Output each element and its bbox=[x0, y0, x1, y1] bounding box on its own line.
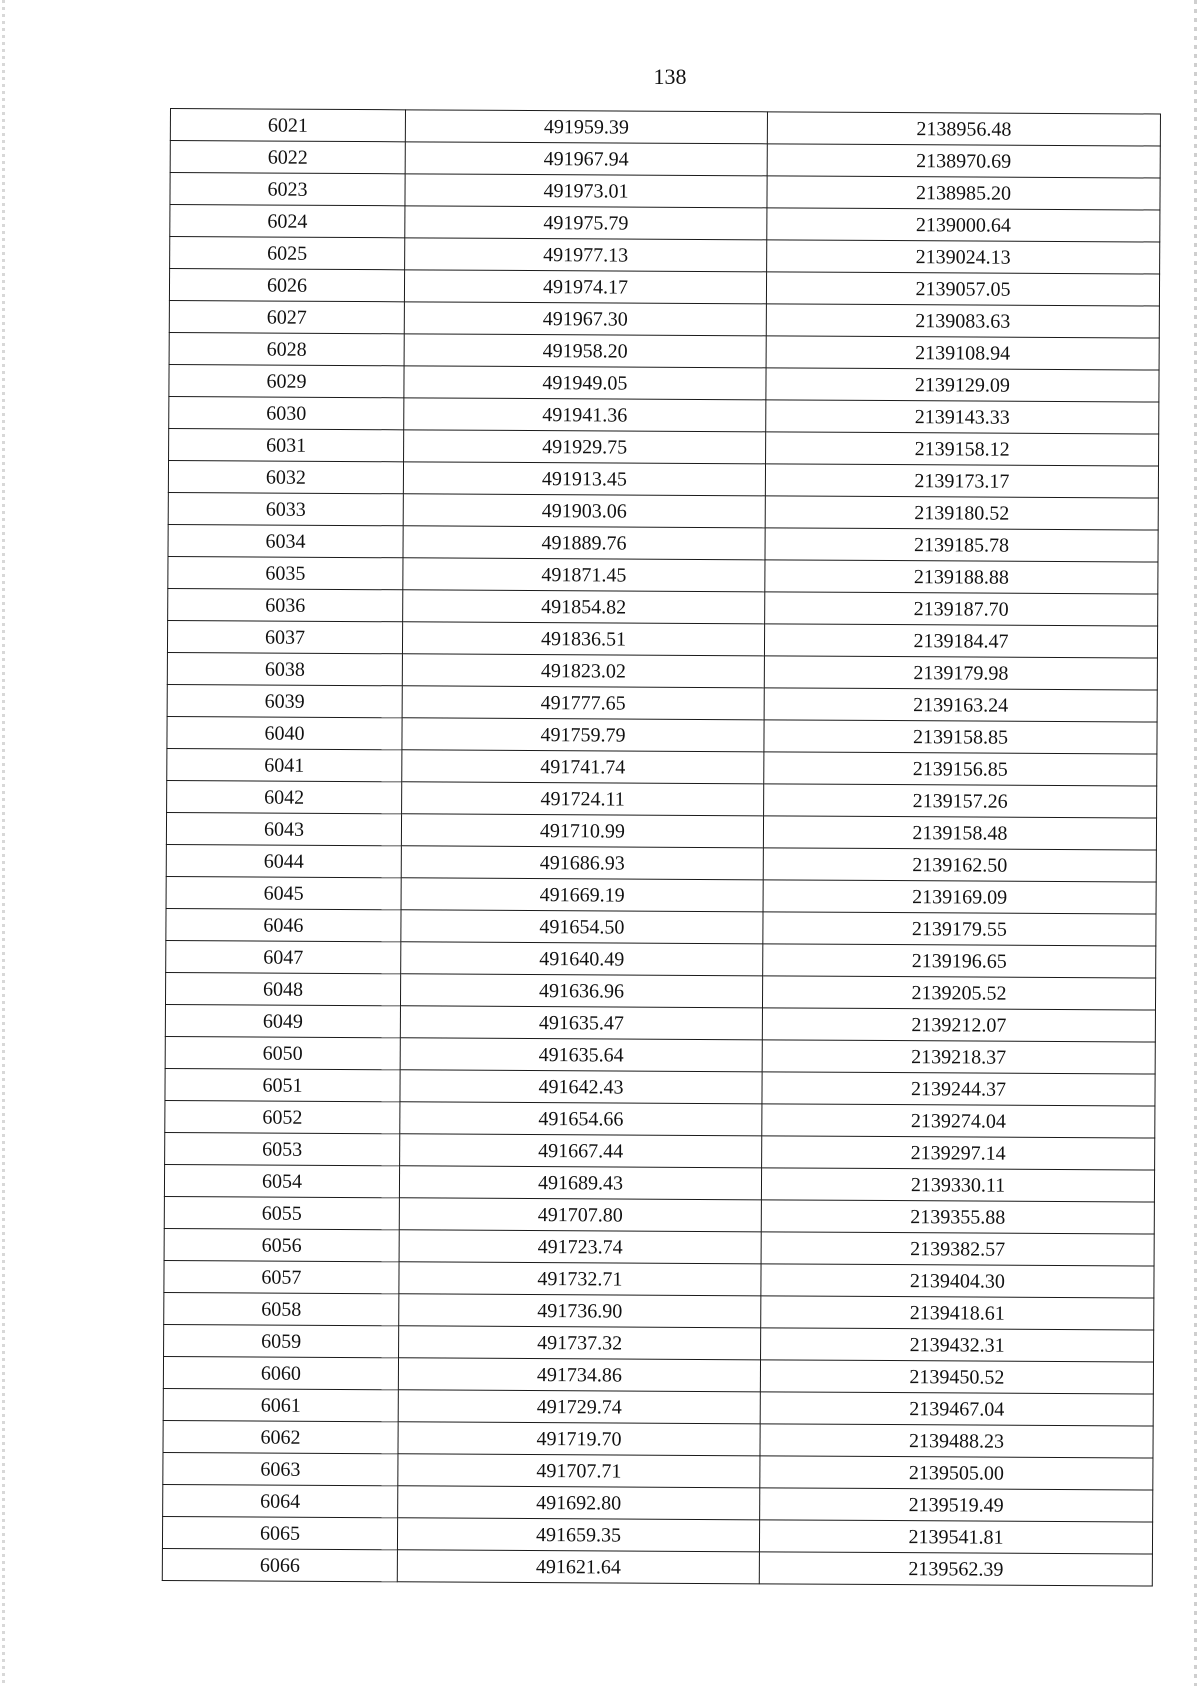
point-id-cell: 6046 bbox=[166, 908, 401, 941]
x-coordinate-cell: 491871.45 bbox=[403, 558, 765, 592]
y-coordinate-cell: 2139158.12 bbox=[766, 432, 1159, 466]
y-coordinate-cell: 2139157.26 bbox=[764, 784, 1157, 818]
x-coordinate-cell: 491741.74 bbox=[402, 750, 764, 784]
x-coordinate-cell: 491635.47 bbox=[400, 1006, 762, 1040]
x-coordinate-cell: 491975.79 bbox=[405, 206, 767, 240]
y-coordinate-cell: 2139212.07 bbox=[762, 1008, 1155, 1042]
x-coordinate-cell: 491958.20 bbox=[404, 334, 766, 368]
x-coordinate-cell: 491719.70 bbox=[398, 1422, 760, 1456]
y-coordinate-cell: 2139179.98 bbox=[764, 656, 1157, 690]
point-id-cell: 6059 bbox=[164, 1324, 399, 1357]
point-id-cell: 6047 bbox=[166, 940, 401, 973]
y-coordinate-cell: 2139180.52 bbox=[765, 496, 1158, 530]
y-coordinate-cell: 2139488.23 bbox=[760, 1424, 1153, 1458]
x-coordinate-cell: 491667.44 bbox=[400, 1134, 762, 1168]
y-coordinate-cell: 2139382.57 bbox=[761, 1232, 1154, 1266]
x-coordinate-cell: 491836.51 bbox=[402, 622, 764, 656]
point-id-cell: 6050 bbox=[165, 1036, 400, 1069]
x-coordinate-cell: 491710.99 bbox=[401, 814, 763, 848]
x-coordinate-cell: 491949.05 bbox=[404, 366, 766, 400]
x-coordinate-cell: 491977.13 bbox=[405, 238, 767, 272]
y-coordinate-cell: 2139108.94 bbox=[766, 336, 1159, 370]
x-coordinate-cell: 491689.43 bbox=[399, 1166, 761, 1200]
x-coordinate-cell: 491707.71 bbox=[398, 1454, 760, 1488]
point-id-cell: 6037 bbox=[167, 620, 402, 653]
y-coordinate-cell: 2139163.24 bbox=[764, 688, 1157, 722]
point-id-cell: 6024 bbox=[170, 205, 405, 238]
point-id-cell: 6027 bbox=[169, 300, 404, 333]
y-coordinate-cell: 2138956.48 bbox=[767, 112, 1160, 146]
point-id-cell: 6031 bbox=[169, 428, 404, 461]
point-id-cell: 6044 bbox=[166, 844, 401, 877]
point-id-cell: 6045 bbox=[166, 876, 401, 909]
y-coordinate-cell: 2139173.17 bbox=[765, 464, 1158, 498]
table-row bbox=[162, 1548, 1152, 1586]
y-coordinate-cell: 2139185.78 bbox=[765, 528, 1158, 562]
point-id-cell: 6025 bbox=[170, 237, 405, 270]
point-id-cell: 6042 bbox=[167, 780, 402, 813]
x-coordinate-cell: 491903.06 bbox=[403, 494, 765, 528]
x-coordinate-cell: 491707.80 bbox=[399, 1198, 761, 1232]
x-coordinate-cell: 491941.36 bbox=[404, 398, 766, 432]
point-id-cell: 6063 bbox=[163, 1452, 398, 1485]
y-coordinate-cell: 2139083.63 bbox=[766, 304, 1159, 338]
point-id-cell: 6062 bbox=[163, 1420, 398, 1453]
y-coordinate-cell: 2138970.69 bbox=[767, 144, 1160, 178]
point-id-cell: 6041 bbox=[167, 748, 402, 781]
y-coordinate-cell: 2139179.55 bbox=[763, 912, 1156, 946]
x-coordinate-cell: 491732.71 bbox=[399, 1262, 761, 1296]
y-coordinate-cell: 2139162.50 bbox=[763, 848, 1156, 882]
point-id-cell: 6048 bbox=[165, 972, 400, 1005]
y-coordinate-cell: 2139562.39 bbox=[759, 1552, 1152, 1586]
x-coordinate-cell: 491973.01 bbox=[405, 174, 767, 208]
x-coordinate-cell: 491729.74 bbox=[398, 1390, 760, 1424]
x-coordinate-cell: 491777.65 bbox=[402, 686, 764, 720]
y-coordinate-cell: 2139541.81 bbox=[759, 1520, 1152, 1554]
y-coordinate-cell: 2139156.85 bbox=[764, 752, 1157, 786]
y-coordinate-cell: 2139158.48 bbox=[763, 816, 1156, 850]
y-coordinate-cell: 2139143.33 bbox=[766, 400, 1159, 434]
y-coordinate-cell: 2139184.47 bbox=[764, 624, 1157, 658]
x-coordinate-cell: 491692.80 bbox=[398, 1486, 760, 1520]
point-id-cell: 6022 bbox=[170, 141, 405, 174]
x-coordinate-cell: 491621.64 bbox=[397, 1550, 759, 1584]
x-coordinate-cell: 491823.02 bbox=[402, 654, 764, 688]
y-coordinate-cell: 2139057.05 bbox=[766, 272, 1159, 306]
point-id-cell: 6034 bbox=[168, 524, 403, 557]
y-coordinate-cell: 2139244.37 bbox=[762, 1072, 1155, 1106]
x-coordinate-cell: 491635.64 bbox=[400, 1038, 762, 1072]
y-coordinate-cell: 2139519.49 bbox=[760, 1488, 1153, 1522]
y-coordinate-cell: 2139432.31 bbox=[761, 1328, 1154, 1362]
y-coordinate-cell: 2139158.85 bbox=[764, 720, 1157, 754]
point-id-cell: 6032 bbox=[168, 460, 403, 493]
x-coordinate-cell: 491636.96 bbox=[400, 974, 762, 1008]
y-coordinate-cell: 2139450.52 bbox=[760, 1360, 1153, 1394]
point-id-cell: 6057 bbox=[164, 1260, 399, 1293]
coordinate-table bbox=[162, 108, 1161, 1587]
y-coordinate-cell: 2139330.11 bbox=[761, 1168, 1154, 1202]
y-coordinate-cell: 2139355.88 bbox=[761, 1200, 1154, 1234]
x-coordinate-cell: 491724.11 bbox=[402, 782, 764, 816]
point-id-cell: 6036 bbox=[168, 588, 403, 621]
x-coordinate-cell: 491669.19 bbox=[401, 878, 763, 912]
x-coordinate-cell: 491654.50 bbox=[401, 910, 763, 944]
x-coordinate-cell: 491759.79 bbox=[402, 718, 764, 752]
x-coordinate-cell: 491959.39 bbox=[405, 110, 767, 144]
x-coordinate-cell: 491929.75 bbox=[404, 430, 766, 464]
x-coordinate-cell: 491967.30 bbox=[404, 302, 766, 336]
x-coordinate-cell: 491642.43 bbox=[400, 1070, 762, 1104]
x-coordinate-cell: 491734.86 bbox=[398, 1358, 760, 1392]
point-id-cell: 6060 bbox=[163, 1356, 398, 1389]
y-coordinate-cell: 2139196.65 bbox=[763, 944, 1156, 978]
x-coordinate-cell: 491967.94 bbox=[405, 142, 767, 176]
x-coordinate-cell: 491640.49 bbox=[401, 942, 763, 976]
scan-edge-left bbox=[2, 0, 5, 1686]
point-id-cell: 6052 bbox=[165, 1100, 400, 1133]
y-coordinate-cell: 2139404.30 bbox=[761, 1264, 1154, 1298]
y-coordinate-cell: 2139467.04 bbox=[760, 1392, 1153, 1426]
x-coordinate-cell: 491913.45 bbox=[403, 462, 765, 496]
point-id-cell: 6033 bbox=[168, 492, 403, 525]
point-id-cell: 6058 bbox=[164, 1292, 399, 1325]
x-coordinate-cell: 491889.76 bbox=[403, 526, 765, 560]
y-coordinate-cell: 2139218.37 bbox=[762, 1040, 1155, 1074]
coordinate-table-body bbox=[162, 109, 1160, 1587]
coordinate-table-wrapper bbox=[162, 108, 1160, 1587]
point-id-cell: 6056 bbox=[164, 1228, 399, 1261]
x-coordinate-cell: 491659.35 bbox=[397, 1518, 759, 1552]
point-id-cell: 6051 bbox=[165, 1068, 400, 1101]
y-coordinate-cell: 2139169.09 bbox=[763, 880, 1156, 914]
point-id-cell: 6030 bbox=[169, 396, 404, 429]
y-coordinate-cell: 2139187.70 bbox=[765, 592, 1158, 626]
point-id-cell: 6021 bbox=[170, 109, 405, 142]
point-id-cell: 6054 bbox=[164, 1164, 399, 1197]
point-id-cell: 6023 bbox=[170, 173, 405, 206]
point-id-cell: 6043 bbox=[166, 812, 401, 845]
x-coordinate-cell: 491854.82 bbox=[403, 590, 765, 624]
point-id-cell: 6026 bbox=[169, 269, 404, 302]
y-coordinate-cell: 2138985.20 bbox=[767, 176, 1160, 210]
point-id-cell: 6038 bbox=[167, 652, 402, 685]
point-id-cell: 6040 bbox=[167, 716, 402, 749]
page-number: 138 bbox=[653, 64, 687, 89]
point-id-cell: 6028 bbox=[169, 332, 404, 365]
point-id-cell: 6029 bbox=[169, 364, 404, 397]
point-id-cell: 6061 bbox=[163, 1388, 398, 1421]
y-coordinate-cell: 2139000.64 bbox=[767, 208, 1160, 242]
point-id-cell: 6065 bbox=[162, 1516, 397, 1549]
point-id-cell: 6039 bbox=[167, 684, 402, 717]
y-coordinate-cell: 2139297.14 bbox=[762, 1136, 1155, 1170]
y-coordinate-cell: 2139129.09 bbox=[766, 368, 1159, 402]
y-coordinate-cell: 2139188.88 bbox=[765, 560, 1158, 594]
y-coordinate-cell: 2139024.13 bbox=[767, 240, 1160, 274]
y-coordinate-cell: 2139505.00 bbox=[760, 1456, 1153, 1490]
point-id-cell: 6055 bbox=[164, 1196, 399, 1229]
x-coordinate-cell: 491737.32 bbox=[399, 1326, 761, 1360]
y-coordinate-cell: 2139418.61 bbox=[761, 1296, 1154, 1330]
y-coordinate-cell: 2139274.04 bbox=[762, 1104, 1155, 1138]
y-coordinate-cell: 2139205.52 bbox=[762, 976, 1155, 1010]
scan-edge-right bbox=[1194, 0, 1197, 1686]
x-coordinate-cell: 491736.90 bbox=[399, 1294, 761, 1328]
point-id-cell: 6049 bbox=[165, 1004, 400, 1037]
x-coordinate-cell: 491654.66 bbox=[400, 1102, 762, 1136]
point-id-cell: 6035 bbox=[168, 556, 403, 589]
point-id-cell: 6053 bbox=[165, 1132, 400, 1165]
x-coordinate-cell: 491686.93 bbox=[401, 846, 763, 880]
point-id-cell: 6064 bbox=[163, 1484, 398, 1517]
x-coordinate-cell: 491723.74 bbox=[399, 1230, 761, 1264]
x-coordinate-cell: 491974.17 bbox=[404, 270, 766, 304]
point-id-cell: 6066 bbox=[162, 1548, 397, 1581]
